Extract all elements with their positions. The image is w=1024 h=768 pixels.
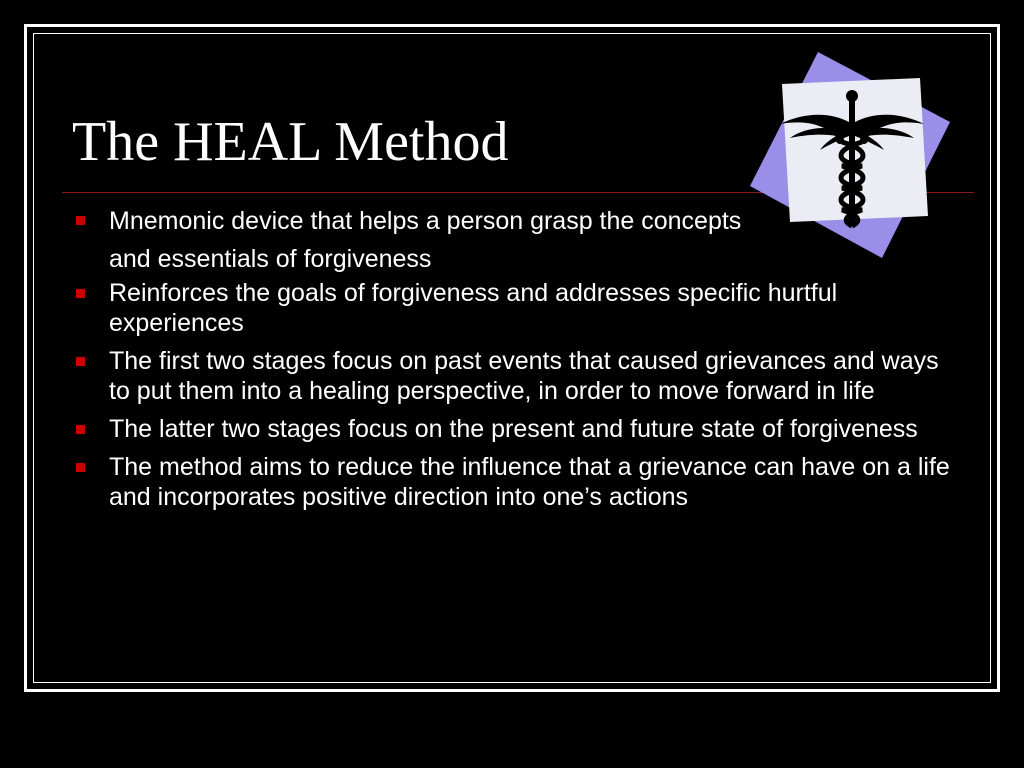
bullet-item	[72, 414, 962, 444]
bullet-text: Reinforces the goals of forgiveness and addresses specific hurtful experiences	[109, 279, 838, 337]
bullet-item	[72, 346, 962, 406]
bullet-marker-icon	[76, 463, 85, 472]
bullet-marker-icon	[76, 357, 85, 366]
bullet-marker-icon	[76, 216, 85, 225]
bullet-item	[72, 278, 962, 338]
bullet-text: The method aims to reduce the influence that a grievance can have on a life and incorporates positive direction into one’s actions	[109, 453, 950, 511]
slide-title: The HEAL Method	[72, 111, 509, 173]
bullet-marker-icon	[76, 425, 85, 434]
bullet-text: Mnemonic device that helps a person grasp the concepts and essentials of forgiveness	[109, 207, 742, 273]
bullet-list	[72, 206, 962, 520]
bullet-item	[72, 452, 962, 512]
bullet-marker-icon	[76, 289, 85, 298]
bullet-text: The first two stages focus on past events that caused grievances and ways to put them into a healing perspective, in order to move forward in life	[109, 347, 939, 405]
bullet-text: The latter two stages focus on the present and future state of forgiveness	[109, 415, 918, 443]
bullet-item	[72, 202, 962, 278]
